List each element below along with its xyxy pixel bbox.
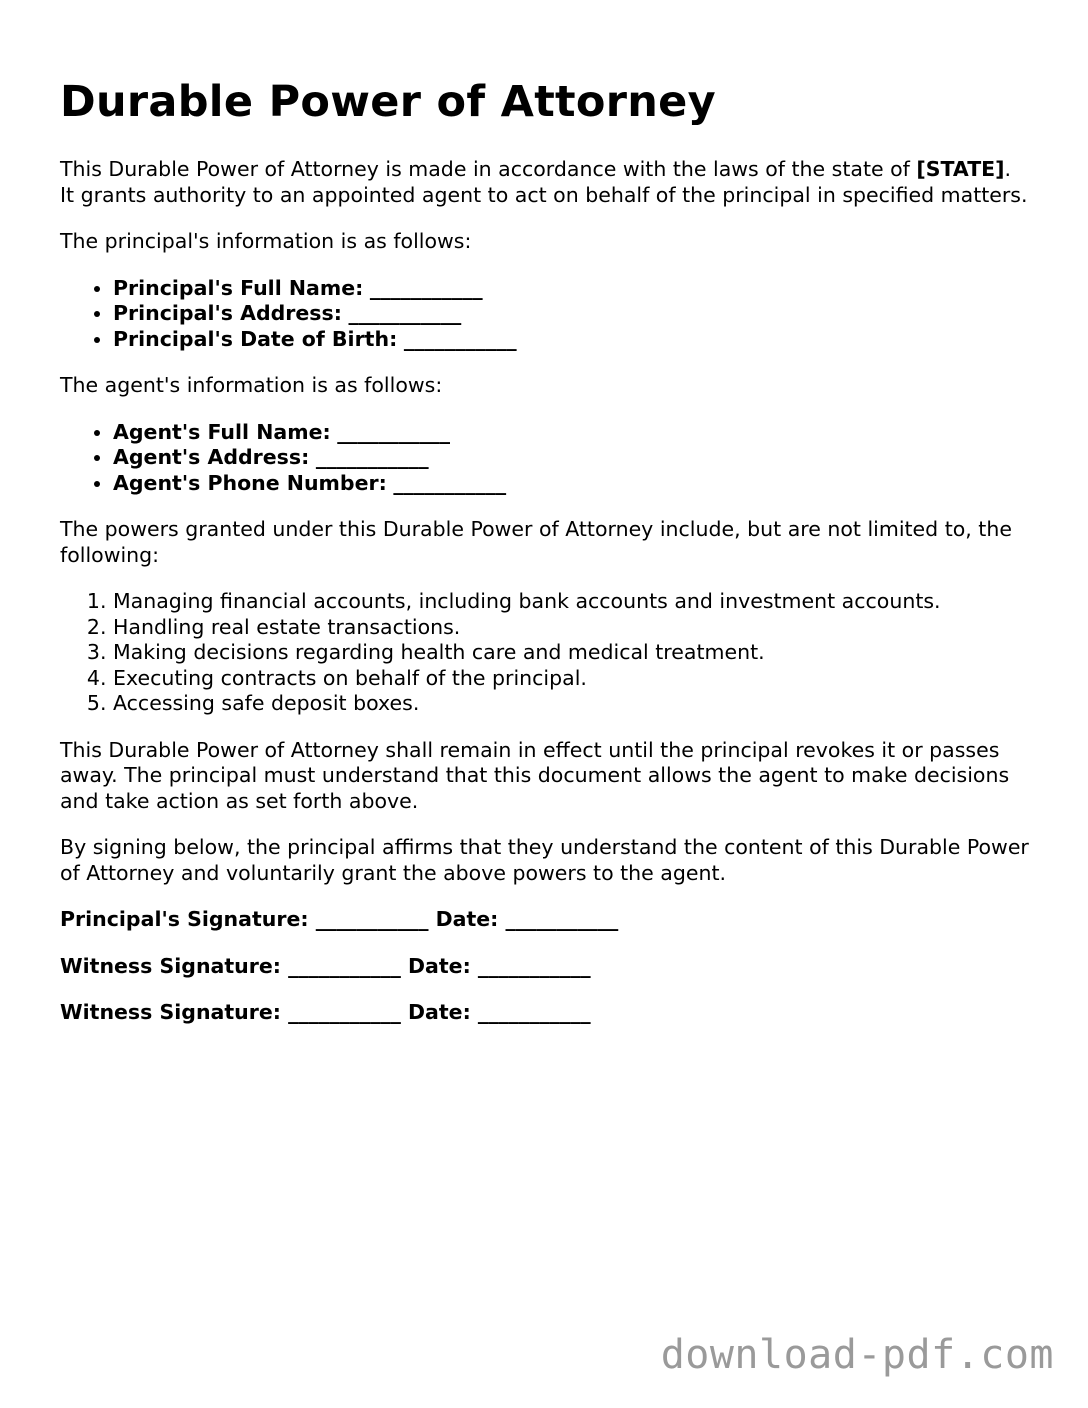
field-label: Agent's Full Name: <box>113 419 331 444</box>
field-blank: ___________ <box>369 275 483 300</box>
field-blank: ___________ <box>348 301 462 325</box>
field-label: Agent's Address: <box>113 445 310 469</box>
list-item: 3. Making decisions regarding health care and medical treatment. <box>113 640 1030 666</box>
date-label: Date: <box>435 907 499 931</box>
field-label: Agent's Phone Number: <box>113 470 387 495</box>
document-page <box>60 0 1030 1026</box>
list-item <box>113 327 1030 353</box>
field-label: Principal's Address: <box>113 301 342 325</box>
date-blank: ___________ <box>477 1000 591 1024</box>
field-blank: ___________ <box>393 470 507 495</box>
watermark: download-pdf.com <box>660 1332 1054 1378</box>
intro-paragraph <box>60 157 1030 208</box>
principal-signature-line <box>60 907 1030 933</box>
list-item <box>113 301 1030 327</box>
agent-intro: The agent's information is as follows: <box>60 373 443 397</box>
list-item: 2. Handling real estate transactions. <box>113 615 1030 641</box>
signature-label: Principal's Signature: <box>60 907 309 931</box>
list-item <box>113 276 1030 302</box>
list-item <box>113 420 1030 446</box>
page-title: Durable Power of Attorney <box>60 77 716 127</box>
intro-text-before: This Durable Power of Attorney is made in accordance with the laws of the state of <box>60 157 917 181</box>
date-label: Date: <box>408 953 471 978</box>
witness-signature-line-2 <box>60 1000 1030 1026</box>
powers-list <box>60 589 1030 717</box>
powers-intro: The powers granted under this Durable Power of Attorney include, but are not limited to, the following: <box>60 517 1012 567</box>
state-placeholder: [STATE] <box>916 157 1005 181</box>
affirm-paragraph: By signing below, the principal affirms that they understand the content of this Durable Power of Attorney and voluntarily grant the above powers to the agent. <box>60 835 1029 885</box>
field-label: Principal's Full Name: <box>113 275 364 300</box>
list-item: 1. Managing financial accounts, including bank accounts and investment accounts. <box>113 589 1030 615</box>
list-item: 4. Executing contracts on behalf of the principal. <box>113 666 1030 692</box>
intro-text-after: . It grants authority to an appointed agent to act on behalf of the principal in specified matters. <box>60 157 1028 207</box>
agent-fields-list <box>60 420 1030 497</box>
field-label: Principal's Date of Birth: <box>113 326 398 351</box>
field-blank: ___________ <box>403 326 517 351</box>
signature-label: Witness Signature: <box>60 953 281 978</box>
list-item: 5. Accessing safe deposit boxes. <box>113 691 1030 717</box>
list-item <box>113 471 1030 497</box>
principal-intro: The principal's information is as follows: <box>60 229 472 253</box>
signature-label: Witness Signature: <box>60 1000 281 1024</box>
date-blank: ___________ <box>477 953 591 978</box>
signature-blank: ___________ <box>288 1000 401 1024</box>
witness-signature-line-1 <box>60 954 1030 980</box>
principal-fields-list <box>60 276 1030 353</box>
signature-blank: ___________ <box>288 953 401 978</box>
effect-paragraph: This Durable Power of Attorney shall remain in effect until the principal revokes it or passes away. The principal must understand that this document allows the agent to make decisions and take action as set forth above. <box>60 737 1010 813</box>
date-label: Date: <box>408 1000 471 1024</box>
field-blank: ___________ <box>315 445 429 469</box>
field-blank: ___________ <box>337 419 450 444</box>
signature-blank: ___________ <box>315 907 429 931</box>
date-blank: ___________ <box>505 907 619 931</box>
list-item <box>113 445 1030 471</box>
